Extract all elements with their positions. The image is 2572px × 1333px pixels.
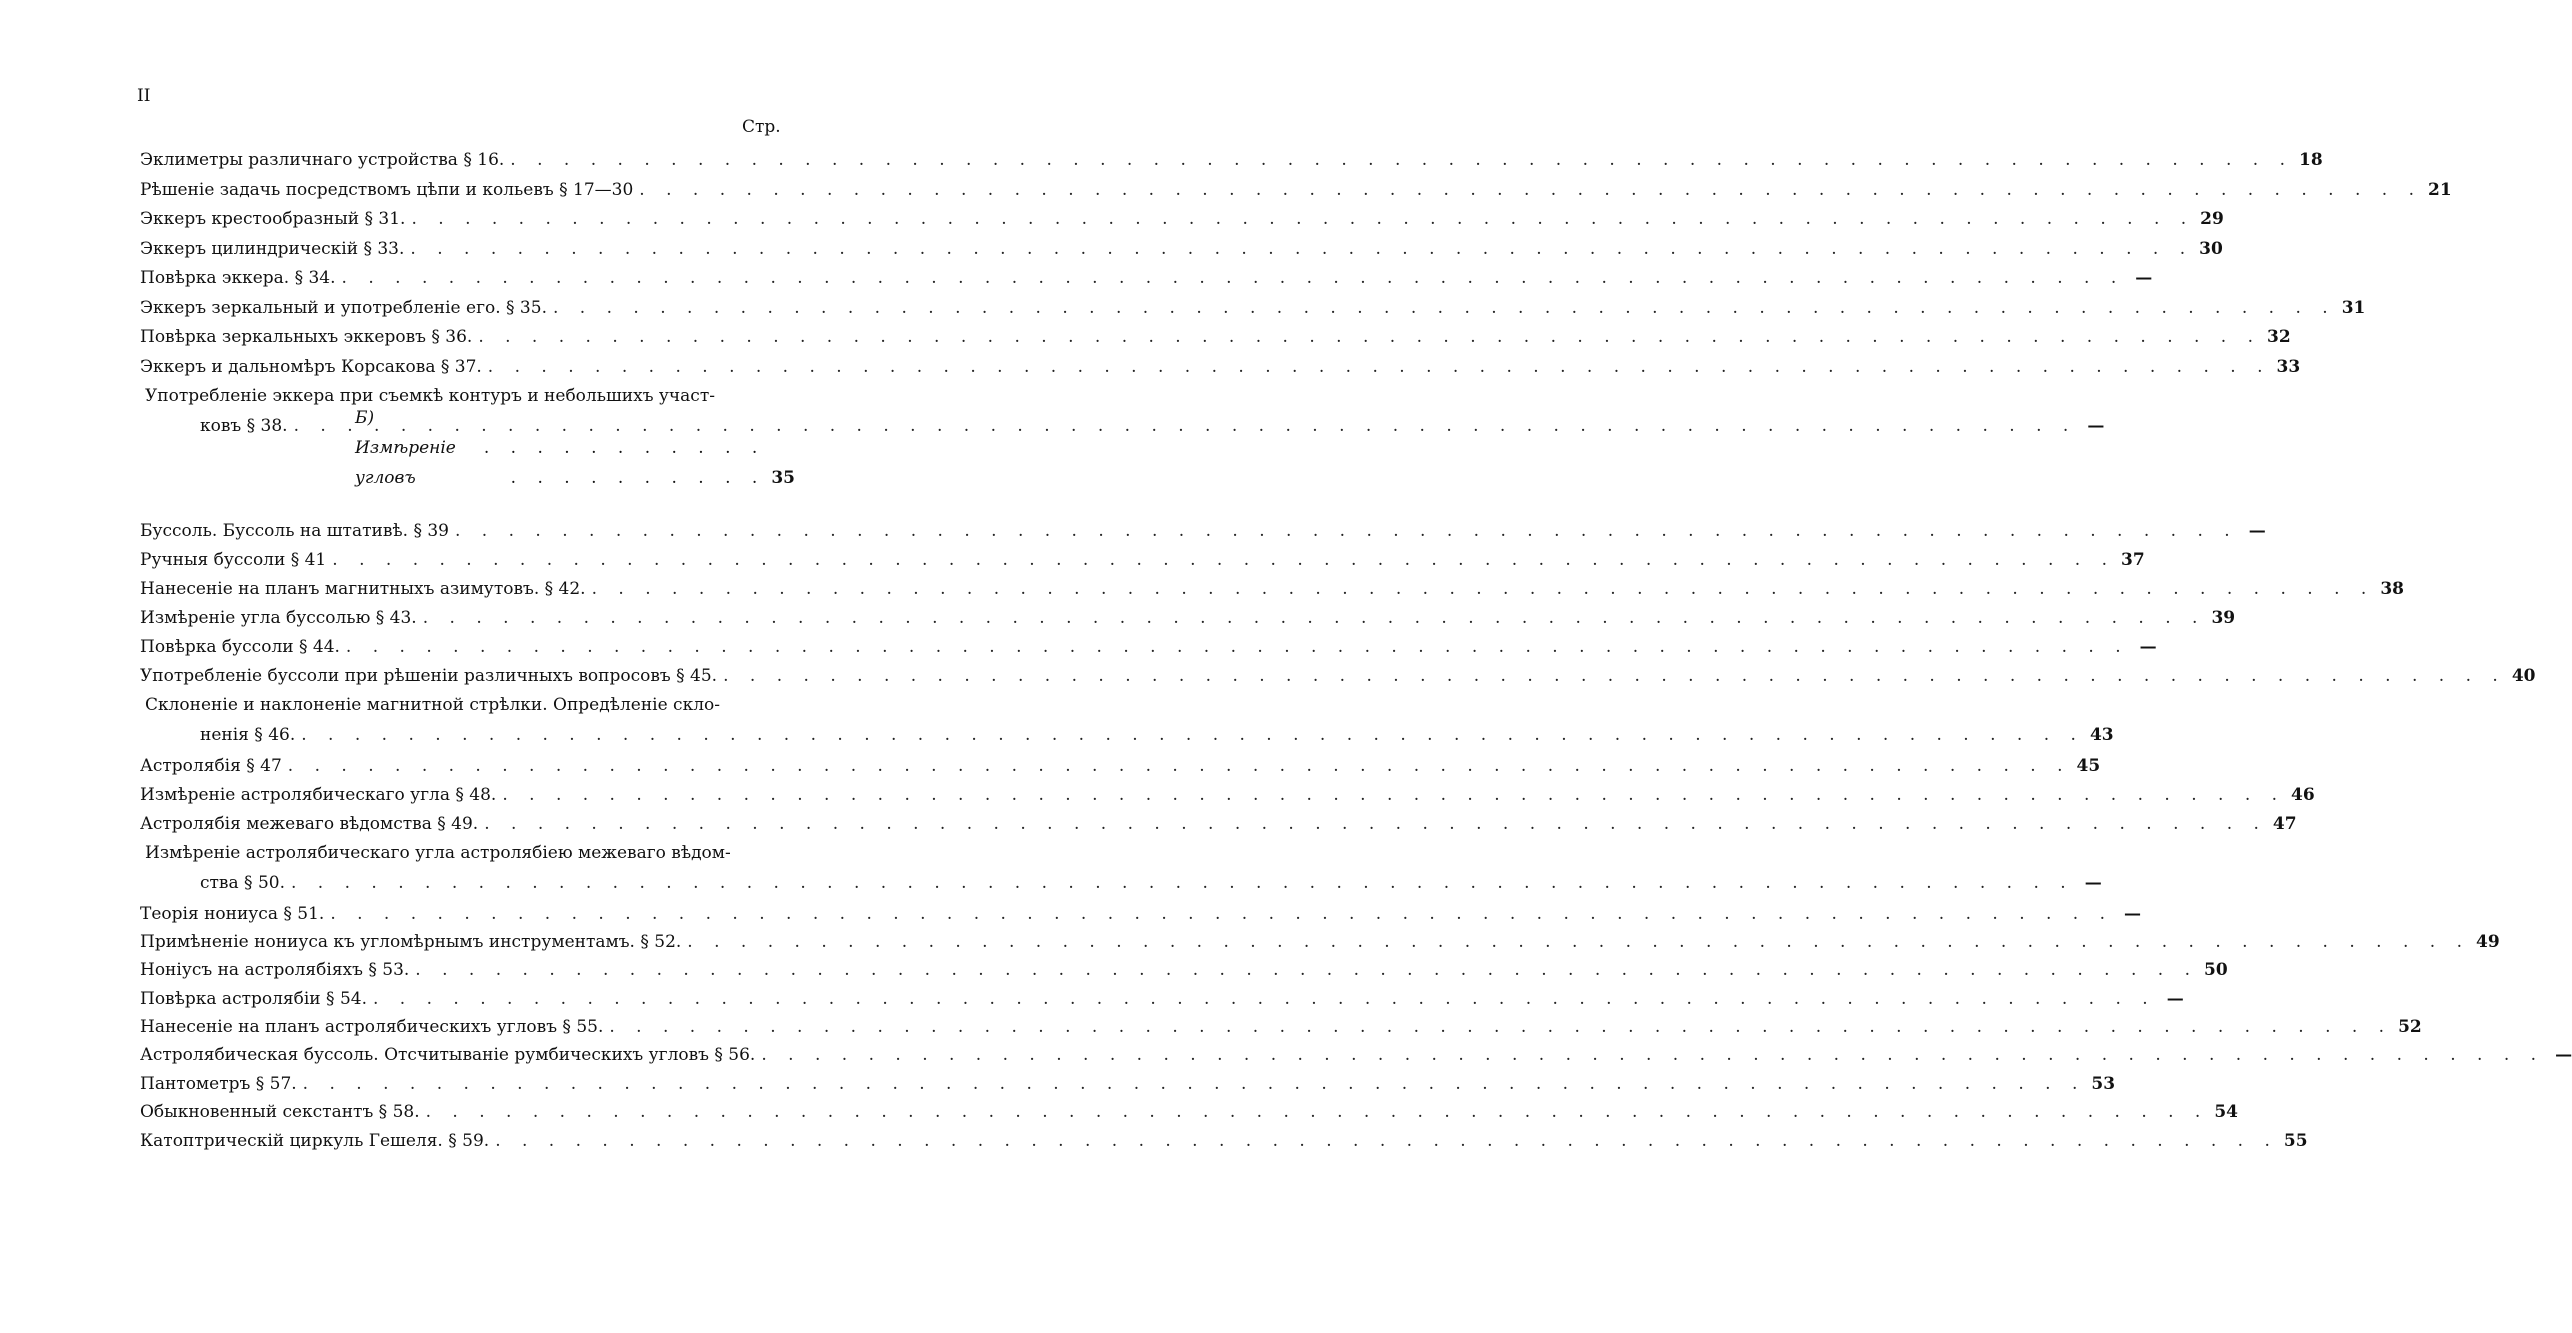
section-title: Б) Измѣреніе угловъ	[355, 408, 456, 488]
toc-page: —	[2248, 521, 2266, 541]
toc-entry	[140, 1069, 2116, 1099]
toc-entry	[140, 1012, 2422, 1042]
toc-title: Рѣшеніе задачь посредствомъ цѣпи и кольевъ § 17—30	[140, 180, 634, 200]
toc-title: Употребленіе буссоли при рѣшеніи различныхъ вопросовъ § 45.	[140, 666, 718, 686]
dot-leader	[681, 927, 2476, 957]
toc-page: 45	[2076, 756, 2101, 776]
dot-leader	[295, 720, 2090, 750]
toc-page: 29	[2200, 209, 2224, 229]
toc-title: Астролябія межеваго вѣдомства § 49.	[140, 814, 479, 834]
dot-leader	[340, 632, 2135, 662]
toc-title: Нанесеніе на планъ астролябическихъ угловъ § 55.	[140, 1017, 604, 1037]
toc-page: 50	[2204, 960, 2228, 980]
dot-leader	[633, 175, 2428, 205]
dot-leader	[449, 516, 2244, 546]
dot-leader	[472, 322, 2267, 352]
dot-leader	[603, 1012, 2398, 1042]
dot-leader	[586, 574, 2381, 604]
toc-entry	[140, 516, 2266, 546]
toc-entry	[140, 234, 2223, 264]
toc-page: 32	[2267, 327, 2291, 347]
toc-title: Ручныя буссоли § 41	[140, 550, 327, 570]
toc-page: 43	[2089, 725, 2114, 745]
toc-entry	[140, 322, 2291, 352]
dot-leader	[282, 751, 2077, 781]
dot-leader	[478, 809, 2273, 839]
toc-entry	[140, 809, 2297, 839]
toc-page: —	[2166, 989, 2184, 1009]
toc-title: Повѣрка эккера. § 34.	[140, 268, 336, 288]
toc-entry	[140, 899, 2142, 929]
toc-page: 46	[2291, 785, 2315, 805]
toc-title: Астролябія § 47	[140, 756, 282, 776]
toc-entry	[140, 1097, 2239, 1127]
toc-page: 55	[2283, 1131, 2308, 1151]
toc-entry	[140, 175, 2452, 205]
toc-entry-continuation	[200, 720, 2114, 750]
toc-page: 39	[2211, 608, 2236, 628]
toc-entry	[140, 780, 2315, 810]
dot-leader	[459, 433, 771, 493]
toc-title: Эккеръ зеркальный и употребленіе его. § 35.	[140, 298, 547, 318]
toc-title: Примѣненіе нониуса къ угломѣрнымъ инструментамъ. § 52.	[140, 932, 682, 952]
dot-leader	[405, 204, 2200, 234]
toc-title: Повѣрка астролябіи § 54.	[140, 989, 367, 1009]
dot-leader	[324, 899, 2119, 929]
toc-title: Измѣреніе астролябическаго угла § 48.	[140, 785, 497, 805]
dot-leader	[326, 545, 2121, 575]
toc-title: ства § 50.	[200, 873, 285, 893]
dot-leader	[285, 868, 2080, 898]
section-heading	[355, 408, 795, 493]
toc-entry	[140, 293, 2366, 323]
toc-page: 31	[2341, 298, 2366, 318]
toc-title: ненія § 46.	[200, 725, 296, 745]
toc-title: Эклиметры различнаго устройства § 16.	[140, 150, 505, 170]
toc-entry	[140, 1040, 2572, 1070]
toc-entry	[140, 1126, 2308, 1156]
toc-entry	[140, 204, 2224, 234]
dot-leader	[755, 1040, 2550, 1070]
toc-page: 47	[2272, 814, 2297, 834]
toc-page: 37	[2120, 550, 2145, 570]
toc-page: 40	[2511, 666, 2536, 686]
dot-leader	[336, 263, 2131, 293]
dot-leader	[404, 234, 2199, 264]
toc-page: 53	[2091, 1074, 2116, 1094]
toc-title: Нанесеніе на планъ магнитныхъ азимутовъ. § 42.	[140, 579, 586, 599]
toc-entry	[140, 352, 2301, 382]
toc-wrapped-title: Употребленіе эккера при съемкѣ контуръ и небольшихъ участ-	[145, 386, 715, 406]
toc-page: —	[2124, 904, 2142, 924]
toc-title: Буссоль. Буссоль на штативѣ. § 39	[140, 521, 449, 541]
toc-entry	[140, 603, 2236, 633]
toc-title: Нoніусъ на астролябіяхъ § 53.	[140, 960, 410, 980]
toc-title: Эккеръ крестообразный § 31.	[140, 209, 406, 229]
toc-title: Теорія нониуса § 51.	[140, 904, 325, 924]
toc-entry	[140, 984, 2184, 1014]
toc-title: Измѣреніе угла буссолью § 43.	[140, 608, 417, 628]
toc-title: ковъ § 38.	[200, 416, 288, 436]
column-header: Стр.	[742, 117, 781, 137]
toc-page: —	[2087, 416, 2105, 436]
toc-page: 52	[2398, 1017, 2422, 1037]
toc-title: Повѣрка зеркальныхъ эккеровъ § 36.	[140, 327, 473, 347]
dot-leader	[297, 1069, 2092, 1099]
dot-leader	[482, 352, 2277, 382]
toc-title: Катоптрическій циркуль Гешеля. § 59.	[140, 1131, 490, 1151]
dot-leader	[496, 780, 2291, 810]
toc-entry-continuation	[200, 868, 2102, 898]
dot-leader	[367, 984, 2162, 1014]
toc-page: 49	[2476, 932, 2500, 952]
toc-page: 21	[2428, 180, 2452, 200]
toc-title: Обыкновенный секстантъ § 58.	[140, 1102, 420, 1122]
toc-page: —	[2084, 873, 2102, 893]
toc-page: 38	[2380, 579, 2404, 599]
dot-leader	[504, 145, 2299, 175]
toc-page: 54	[2214, 1102, 2239, 1122]
toc-title: Эккеръ и дальномѣръ Корсакова § 37.	[140, 357, 482, 377]
toc-page: 33	[2276, 357, 2301, 377]
toc-entry	[140, 927, 2500, 957]
toc-entry	[140, 145, 2323, 175]
toc-entry	[140, 574, 2404, 604]
toc-entry	[140, 545, 2145, 575]
toc-entry	[140, 751, 2101, 781]
toc-title: Повѣрка буссоли § 44.	[140, 637, 340, 657]
toc-entry	[140, 955, 2228, 985]
toc-page: —	[2135, 268, 2153, 288]
toc-entry	[140, 263, 2153, 293]
toc-entry	[140, 632, 2157, 662]
dot-leader	[417, 603, 2212, 633]
toc-wrapped-title: Измѣреніе астролябическаго угла астролябіею межеваго вѣдом-	[145, 843, 731, 863]
toc-wrapped-title: Склоненіе и наклоненіе магнитной стрѣлки. Опредѣленіе скло-	[145, 695, 720, 715]
toc-entry	[140, 661, 2536, 691]
page-number: II	[137, 86, 151, 106]
dot-leader	[420, 1097, 2215, 1127]
toc-title: Эккеръ цилиндрическій § 33.	[140, 239, 405, 259]
dot-leader	[717, 661, 2512, 691]
section-page: 35	[771, 468, 795, 488]
toc-page: 18	[2299, 150, 2323, 170]
dot-leader	[489, 1126, 2284, 1156]
toc-page: —	[2139, 637, 2157, 657]
toc-title: Астролябическая буссоль. Отсчитываніе румбическихъ угловъ § 56.	[140, 1045, 756, 1065]
toc-title: Пантометръ § 57.	[140, 1074, 297, 1094]
toc-page: —	[2555, 1045, 2572, 1065]
dot-leader	[409, 955, 2204, 985]
dot-leader	[547, 293, 2342, 323]
toc-page: 30	[2199, 239, 2223, 259]
